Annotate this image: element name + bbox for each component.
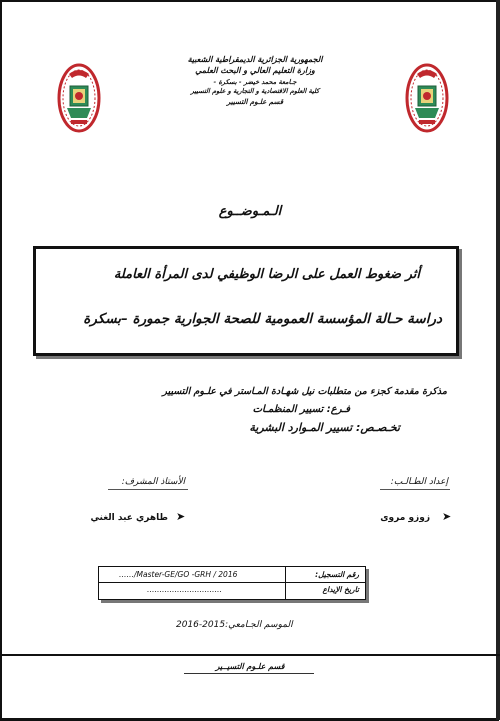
subject-heading: الـمـوضــوع: [218, 204, 282, 219]
university-crest-icon: [57, 62, 101, 134]
table-row-divider: [99, 582, 365, 583]
supervisor-name: طاهري عبد الغني: [90, 513, 168, 523]
registration-number-label: رقم التسجيل:: [315, 570, 359, 579]
arrowhead-icon: ➤: [176, 510, 186, 523]
memo-branch: فـرع: تسيير المنظمـات: [252, 404, 350, 415]
university-crest-icon: [405, 62, 449, 134]
page-border-shadow: [496, 0, 500, 720]
student-name: زوزو مروى: [380, 513, 430, 523]
ministry-name: وزارة التعليم العالي و البحث العلمي: [195, 66, 315, 75]
prepared-by-label: إعداد الطـالـب:: [390, 477, 448, 487]
department-name: قسم علـوم التسيير: [226, 98, 284, 106]
title-box: [33, 246, 459, 356]
footer-department: قسم علـوم التسيــير: [215, 662, 285, 671]
deposit-date-value: …………………………: [147, 585, 222, 594]
arrowhead-icon: ➤: [442, 510, 452, 523]
prepared-by-underline: [380, 489, 450, 490]
faculty-name: كلية العلوم الاقتصادية و التجارية و علوم التسيير: [190, 87, 320, 95]
deposit-date-label: تاريخ الإيداع: [322, 585, 359, 594]
memo-description: مذكرة مقدمة كجزء من متطلبات نيل شهـادة المـاستر في علـوم التسيير: [162, 386, 447, 397]
registration-number-value: ……/Master-GE/GO -GRH / 2016: [119, 570, 238, 579]
memo-specialty: تخـصـص: تسيير المـوارد البشرية: [249, 421, 400, 434]
footer-divider: [0, 654, 500, 656]
academic-season: الموسم الجـامعي:2015-2016: [176, 620, 293, 630]
thesis-title: أثر ضغوط العمل على الرضا الوظيفي لدى المرأة العاملة: [113, 267, 420, 282]
republic-name: الجمهورية الجزائرية الديمقراطية الشعبية: [187, 55, 323, 64]
footer-underline: [184, 673, 314, 674]
case-study-title: دراسة حـالة المؤسسة العمومية للصحة الجوارية جمورة –بسكرة: [83, 311, 442, 327]
supervisor-label: الأستاذ المشرف:: [121, 477, 185, 487]
supervisor-underline: [108, 489, 188, 490]
registration-table: [98, 566, 366, 600]
university-name: جـامعة محمد خيضر - بسكرة -: [213, 78, 297, 86]
table-column-divider: [285, 567, 286, 599]
